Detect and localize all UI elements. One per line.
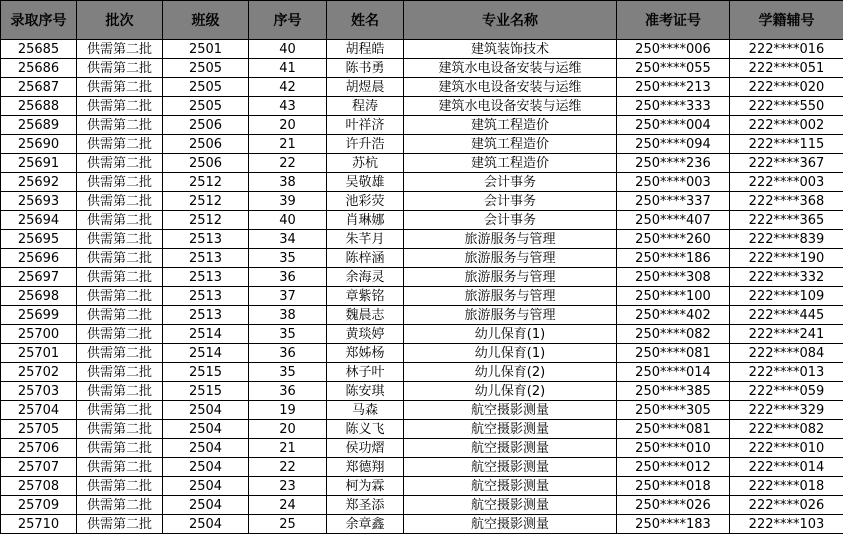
cell-exam-id: 250****012: [617, 458, 730, 477]
cell-exam-id: 250****407: [617, 211, 730, 230]
cell-seq-no: 36: [249, 268, 327, 287]
cell-batch: 供需第二批: [77, 496, 163, 515]
cell-batch: 供需第二批: [77, 249, 163, 268]
cell-name: 苏杭: [327, 154, 404, 173]
cell-major: 航空摄影测量: [404, 439, 617, 458]
table-row: [1, 420, 843, 439]
cell-name: 叶祥济: [327, 116, 404, 135]
cell-major: 建筑水电设备安装与运维: [404, 97, 617, 116]
cell-student-id: 222****020: [730, 78, 843, 97]
cell-exam-id: 250****081: [617, 420, 730, 439]
cell-class: 2513: [163, 287, 249, 306]
cell-batch: 供需第二批: [77, 363, 163, 382]
cell-major: 旅游服务与管理: [404, 287, 617, 306]
cell-admission-no: 25693: [1, 192, 77, 211]
cell-student-id: 222****550: [730, 97, 843, 116]
cell-class: 2514: [163, 344, 249, 363]
cell-admission-no: 25707: [1, 458, 77, 477]
cell-student-id: 222****014: [730, 458, 843, 477]
cell-admission-no: 25690: [1, 135, 77, 154]
cell-student-id: 222****839: [730, 230, 843, 249]
cell-major: 会计事务: [404, 211, 617, 230]
cell-seq-no: 22: [249, 458, 327, 477]
cell-admission-no: 25704: [1, 401, 77, 420]
cell-major: 航空摄影测量: [404, 477, 617, 496]
cell-class: 2505: [163, 78, 249, 97]
cell-admission-no: 25709: [1, 496, 77, 515]
header-exam-id: 准考证号: [617, 1, 730, 40]
cell-admission-no: 25689: [1, 116, 77, 135]
cell-exam-id: 250****260: [617, 230, 730, 249]
cell-major: 航空摄影测量: [404, 458, 617, 477]
table-row: [1, 135, 843, 154]
cell-seq-no: 23: [249, 477, 327, 496]
cell-major: 会计事务: [404, 173, 617, 192]
cell-name: 许升浩: [327, 135, 404, 154]
cell-major: 旅游服务与管理: [404, 306, 617, 325]
table-row: [1, 249, 843, 268]
cell-admission-no: 25695: [1, 230, 77, 249]
table-row: [1, 192, 843, 211]
cell-student-id: 222****026: [730, 496, 843, 515]
cell-batch: 供需第二批: [77, 211, 163, 230]
cell-name: 陈梓涵: [327, 249, 404, 268]
cell-seq-no: 42: [249, 78, 327, 97]
cell-seq-no: 38: [249, 173, 327, 192]
cell-class: 2506: [163, 154, 249, 173]
cell-class: 2504: [163, 458, 249, 477]
table-row: [1, 496, 843, 515]
cell-class: 2512: [163, 173, 249, 192]
cell-name: 林子叶: [327, 363, 404, 382]
cell-class: 2504: [163, 439, 249, 458]
cell-batch: 供需第二批: [77, 154, 163, 173]
cell-batch: 供需第二批: [77, 382, 163, 401]
header-seq-no: 序号: [249, 1, 327, 40]
header-student-id: 学籍辅号: [730, 1, 843, 40]
cell-seq-no: 35: [249, 249, 327, 268]
cell-admission-no: 25700: [1, 325, 77, 344]
cell-class: 2504: [163, 515, 249, 534]
cell-seq-no: 40: [249, 40, 327, 59]
table-row: [1, 515, 843, 534]
table-row: [1, 211, 843, 230]
cell-exam-id: 250****385: [617, 382, 730, 401]
table-row: [1, 154, 843, 173]
cell-seq-no: 35: [249, 363, 327, 382]
cell-admission-no: 25702: [1, 363, 77, 382]
table-row: [1, 306, 843, 325]
cell-student-id: 222****016: [730, 40, 843, 59]
cell-seq-no: 20: [249, 420, 327, 439]
cell-student-id: 222****241: [730, 325, 843, 344]
cell-batch: 供需第二批: [77, 287, 163, 306]
cell-major: 建筑工程造价: [404, 135, 617, 154]
cell-name: 陈安琪: [327, 382, 404, 401]
cell-name: 余海灵: [327, 268, 404, 287]
table-row: [1, 78, 843, 97]
cell-class: 2513: [163, 249, 249, 268]
cell-student-id: 222****082: [730, 420, 843, 439]
table-row: [1, 439, 843, 458]
cell-name: 郑姊杨: [327, 344, 404, 363]
header-batch: 批次: [77, 1, 163, 40]
cell-admission-no: 25694: [1, 211, 77, 230]
cell-batch: 供需第二批: [77, 325, 163, 344]
header-major: 专业名称: [404, 1, 617, 40]
cell-major: 幼儿保育(1): [404, 344, 617, 363]
table-row: [1, 477, 843, 496]
cell-major: 幼儿保育(2): [404, 382, 617, 401]
cell-seq-no: 43: [249, 97, 327, 116]
cell-class: 2501: [163, 40, 249, 59]
cell-exam-id: 250****305: [617, 401, 730, 420]
cell-batch: 供需第二批: [77, 97, 163, 116]
cell-seq-no: 24: [249, 496, 327, 515]
table-row: [1, 344, 843, 363]
cell-name: 胡程皓: [327, 40, 404, 59]
cell-admission-no: 25706: [1, 439, 77, 458]
cell-exam-id: 250****018: [617, 477, 730, 496]
cell-class: 2512: [163, 192, 249, 211]
cell-batch: 供需第二批: [77, 458, 163, 477]
cell-student-id: 222****051: [730, 59, 843, 78]
cell-exam-id: 250****094: [617, 135, 730, 154]
cell-student-id: 222****003: [730, 173, 843, 192]
cell-student-id: 222****367: [730, 154, 843, 173]
cell-seq-no: 37: [249, 287, 327, 306]
cell-admission-no: 25697: [1, 268, 77, 287]
cell-exam-id: 250****010: [617, 439, 730, 458]
header-name: 姓名: [327, 1, 404, 40]
cell-admission-no: 25696: [1, 249, 77, 268]
cell-batch: 供需第二批: [77, 230, 163, 249]
table-row: [1, 97, 843, 116]
cell-batch: 供需第二批: [77, 306, 163, 325]
cell-exam-id: 250****014: [617, 363, 730, 382]
cell-exam-id: 250****213: [617, 78, 730, 97]
table-row: [1, 382, 843, 401]
cell-seq-no: 22: [249, 154, 327, 173]
cell-seq-no: 21: [249, 439, 327, 458]
cell-exam-id: 250****055: [617, 59, 730, 78]
cell-exam-id: 250****186: [617, 249, 730, 268]
cell-admission-no: 25703: [1, 382, 77, 401]
cell-seq-no: 38: [249, 306, 327, 325]
cell-seq-no: 39: [249, 192, 327, 211]
cell-class: 2505: [163, 59, 249, 78]
table-row: [1, 268, 843, 287]
cell-seq-no: 41: [249, 59, 327, 78]
cell-major: 会计事务: [404, 192, 617, 211]
cell-seq-no: 21: [249, 135, 327, 154]
header-class: 班级: [163, 1, 249, 40]
cell-student-id: 222****329: [730, 401, 843, 420]
cell-major: 建筑工程造价: [404, 116, 617, 135]
cell-exam-id: 250****183: [617, 515, 730, 534]
cell-name: 侯功熠: [327, 439, 404, 458]
cell-class: 2513: [163, 306, 249, 325]
cell-exam-id: 250****006: [617, 40, 730, 59]
cell-student-id: 222****018: [730, 477, 843, 496]
table-row: [1, 230, 843, 249]
cell-student-id: 222****332: [730, 268, 843, 287]
cell-batch: 供需第二批: [77, 439, 163, 458]
cell-admission-no: 25701: [1, 344, 77, 363]
cell-class: 2514: [163, 325, 249, 344]
cell-name: 魏晨志: [327, 306, 404, 325]
cell-batch: 供需第二批: [77, 420, 163, 439]
cell-exam-id: 250****082: [617, 325, 730, 344]
cell-exam-id: 250****003: [617, 173, 730, 192]
cell-class: 2504: [163, 401, 249, 420]
cell-name: 章紫铭: [327, 287, 404, 306]
cell-seq-no: 36: [249, 382, 327, 401]
cell-major: 幼儿保育(1): [404, 325, 617, 344]
cell-class: 2505: [163, 97, 249, 116]
cell-name: 郑圣添: [327, 496, 404, 515]
table-row: [1, 458, 843, 477]
cell-major: 旅游服务与管理: [404, 268, 617, 287]
cell-class: 2506: [163, 135, 249, 154]
cell-exam-id: 250****308: [617, 268, 730, 287]
cell-exam-id: 250****402: [617, 306, 730, 325]
cell-name: 柯为霖: [327, 477, 404, 496]
cell-name: 肖琳娜: [327, 211, 404, 230]
cell-batch: 供需第二批: [77, 40, 163, 59]
cell-admission-no: 25692: [1, 173, 77, 192]
cell-exam-id: 250****100: [617, 287, 730, 306]
table-row: [1, 363, 843, 382]
cell-admission-no: 25708: [1, 477, 77, 496]
table-row: [1, 287, 843, 306]
cell-seq-no: 19: [249, 401, 327, 420]
cell-class: 2515: [163, 363, 249, 382]
header-row: [1, 1, 843, 40]
cell-student-id: 222****002: [730, 116, 843, 135]
cell-name: 郑德翔: [327, 458, 404, 477]
cell-major: 建筑工程造价: [404, 154, 617, 173]
cell-student-id: 222****368: [730, 192, 843, 211]
cell-student-id: 222****013: [730, 363, 843, 382]
cell-name: 余章鑫: [327, 515, 404, 534]
cell-seq-no: 40: [249, 211, 327, 230]
cell-major: 幼儿保育(2): [404, 363, 617, 382]
cell-seq-no: 25: [249, 515, 327, 534]
cell-class: 2513: [163, 268, 249, 287]
cell-exam-id: 250****026: [617, 496, 730, 515]
cell-major: 航空摄影测量: [404, 496, 617, 515]
cell-seq-no: 20: [249, 116, 327, 135]
cell-student-id: 222****190: [730, 249, 843, 268]
cell-class: 2512: [163, 211, 249, 230]
cell-major: 航空摄影测量: [404, 515, 617, 534]
cell-admission-no: 25710: [1, 515, 77, 534]
cell-name: 朱芊月: [327, 230, 404, 249]
cell-student-id: 222****365: [730, 211, 843, 230]
cell-major: 旅游服务与管理: [404, 249, 617, 268]
cell-batch: 供需第二批: [77, 173, 163, 192]
cell-admission-no: 25691: [1, 154, 77, 173]
cell-seq-no: 35: [249, 325, 327, 344]
cell-admission-no: 25688: [1, 97, 77, 116]
cell-admission-no: 25705: [1, 420, 77, 439]
table-row: [1, 116, 843, 135]
cell-batch: 供需第二批: [77, 344, 163, 363]
cell-major: 建筑水电设备安装与运维: [404, 78, 617, 97]
table-row: [1, 173, 843, 192]
cell-exam-id: 250****236: [617, 154, 730, 173]
cell-student-id: 222****109: [730, 287, 843, 306]
header-admission-no: 录取序号: [1, 1, 77, 40]
table-row: [1, 401, 843, 420]
cell-batch: 供需第二批: [77, 59, 163, 78]
cell-major: 旅游服务与管理: [404, 230, 617, 249]
cell-batch: 供需第二批: [77, 192, 163, 211]
table-row: [1, 59, 843, 78]
cell-major: 航空摄影测量: [404, 420, 617, 439]
cell-name: 陈书勇: [327, 59, 404, 78]
cell-major: 航空摄影测量: [404, 401, 617, 420]
cell-seq-no: 36: [249, 344, 327, 363]
cell-name: 程涛: [327, 97, 404, 116]
cell-exam-id: 250****004: [617, 116, 730, 135]
cell-major: 建筑装饰技术: [404, 40, 617, 59]
cell-batch: 供需第二批: [77, 135, 163, 154]
cell-admission-no: 25686: [1, 59, 77, 78]
cell-exam-id: 250****333: [617, 97, 730, 116]
cell-batch: 供需第二批: [77, 515, 163, 534]
cell-admission-no: 25698: [1, 287, 77, 306]
cell-class: 2504: [163, 420, 249, 439]
cell-batch: 供需第二批: [77, 116, 163, 135]
table-row: [1, 40, 843, 59]
cell-student-id: 222****115: [730, 135, 843, 154]
cell-name: 吴敬雄: [327, 173, 404, 192]
cell-admission-no: 25699: [1, 306, 77, 325]
cell-class: 2504: [163, 477, 249, 496]
cell-student-id: 222****445: [730, 306, 843, 325]
cell-student-id: 222****059: [730, 382, 843, 401]
cell-class: 2515: [163, 382, 249, 401]
cell-class: 2504: [163, 496, 249, 515]
table-row: [1, 325, 843, 344]
cell-batch: 供需第二批: [77, 477, 163, 496]
cell-class: 2506: [163, 116, 249, 135]
cell-name: 胡煜晨: [327, 78, 404, 97]
cell-student-id: 222****103: [730, 515, 843, 534]
cell-class: 2513: [163, 230, 249, 249]
cell-student-id: 222****084: [730, 344, 843, 363]
cell-student-id: 222****010: [730, 439, 843, 458]
cell-admission-no: 25687: [1, 78, 77, 97]
cell-exam-id: 250****337: [617, 192, 730, 211]
cell-major: 建筑水电设备安装与运维: [404, 59, 617, 78]
cell-exam-id: 250****081: [617, 344, 730, 363]
cell-admission-no: 25685: [1, 40, 77, 59]
cell-batch: 供需第二批: [77, 401, 163, 420]
cell-name: 黄琰婷: [327, 325, 404, 344]
table-body: [1, 40, 843, 534]
cell-batch: 供需第二批: [77, 268, 163, 287]
cell-name: 陈义飞: [327, 420, 404, 439]
cell-seq-no: 34: [249, 230, 327, 249]
cell-name: 马森: [327, 401, 404, 420]
cell-batch: 供需第二批: [77, 78, 163, 97]
cell-name: 池彩荧: [327, 192, 404, 211]
